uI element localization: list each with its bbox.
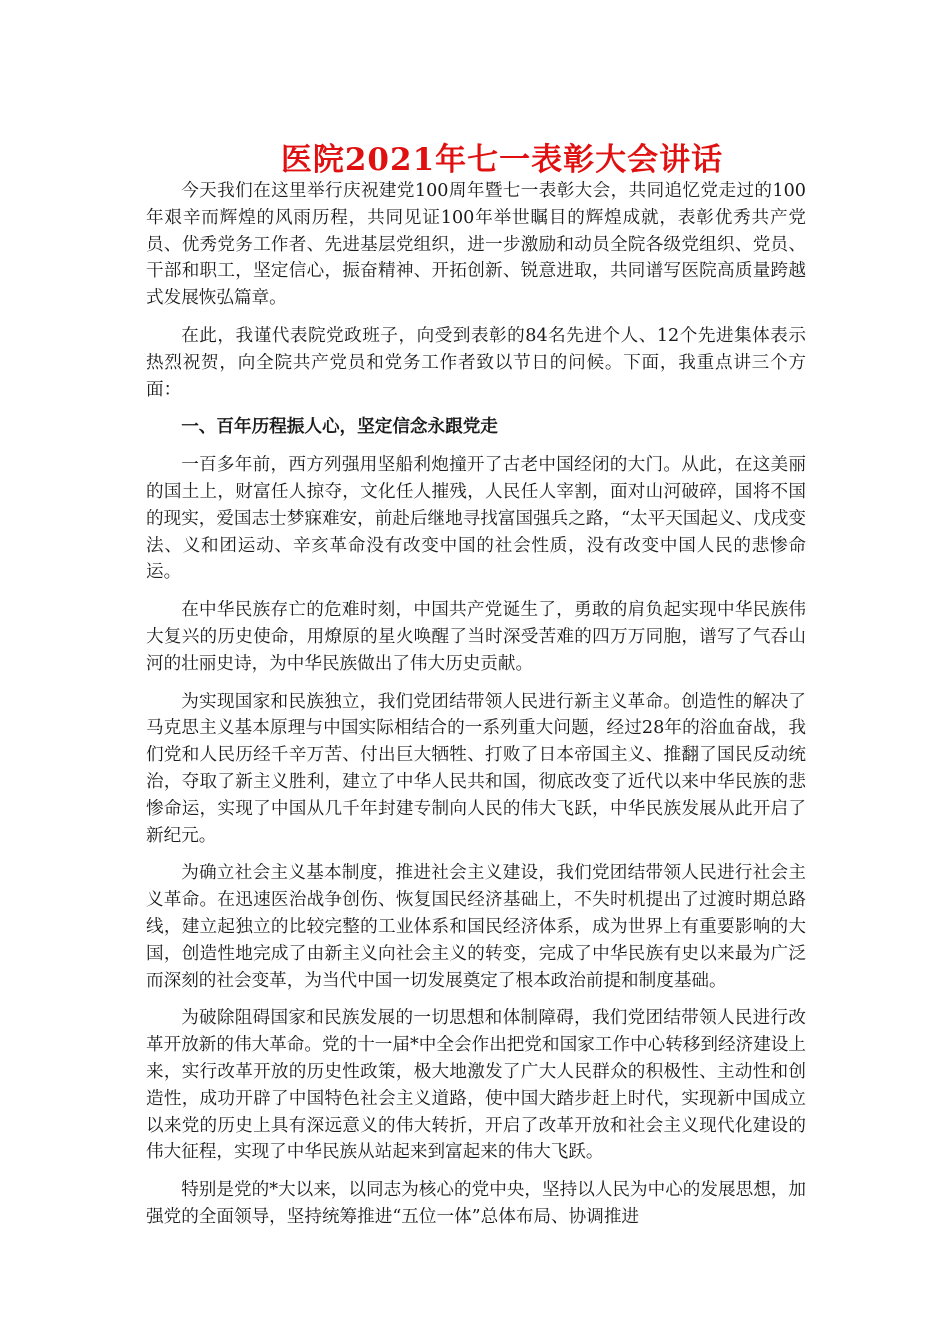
- document-title: 医院2021年七一表彰大会讲话: [280, 142, 724, 178]
- document-body: [146, 178, 806, 1242]
- paragraph: 今天我们在这里举行庆祝建党100周年暨七一表彰大会，共同追忆党走过的100年艰辛而辉煌的风雨历程，共同见证100年举世瞩目的辉煌成就，表彰优秀共产党员、优秀党务工作者、先进基层党组织，进一步激励和动员全院各级党组织、党员、干部和职工，坚定信心，振奋精神、开拓创新、锐意进取，共同谱写医院高质量跨越式发展恢弘篇章。: [146, 181, 806, 309]
- paragraph: 为实现国家和民族独立，我们党团结带领人民进行新主义革命。创造性的解决了马克思主义基本原理与中国实际相结合的一系列重大问题，经过28年的浴血奋战，我们党和人民历经千辛万苦、付出巨大牺牲、打败了日本帝国主义、推翻了国民反动统治，夺取了新主义胜利，建立了中华人民共和国，彻底改变了近代以来中华民族的悲惨命运，实现了中国从几千年封建专制向人民的伟大飞跃，中华民族发展从此开启了新纪元。: [146, 691, 806, 846]
- paragraph: 在此，我谨代表院党政班子，向受到表彰的84名先进个人、12个先进集体表示热烈祝贺，向全院共产党员和党务工作者致以节日的问候。下面，我重点讲三个方面：: [146, 325, 806, 400]
- paragraph: 为破除阻碍国家和民族发展的一切思想和体制障碍，我们党团结带领人民进行改革开放新的伟大革命。党的十一届*中全会作出把党和国家工作中心转移到经济建设上来，实行改革开放的历史性政策，极大地激发了广大人民群众的积极性、主动性和创造性，成功开辟了中国特色社会主义道路，使中国大踏步赶上时代，实现新中国成立以来党的历史上具有深远意义的伟大转折，开启了改革开放和社会主义现代化建设的伟大征程，实现了中华民族从站起来到富起来的伟大飞跃。: [146, 1008, 806, 1163]
- paragraph: 为确立社会主义基本制度，推进社会主义建设，我们党团结带领人民进行社会主义革命。在迅速医治战争创伤、恢复国民经济基础上，不失时机提出了过渡时期总路线，建立起独立的比较完整的工业体系和国民经济体系，成为世界上有重要影响的大国，创造性地完成了由新主义向社会主义的转变，完成了中华民族有史以来最为广泛而深刻的社会变革，为当代中国一切发展奠定了根本政治前提和制度基础。: [146, 863, 806, 991]
- paragraph: 一百多年前，西方列强用坚船利炮撞开了古老中国经闭的大门。从此，在这美丽的国土上，财富任人掠夺，文化任人摧残，人民任人宰割，面对山河破碎，国将不国的现实，爱国志士梦寐难安，前赴后继地寻找富国强兵之路，“太平天国起义、戊戌变法、义和团运动、辛亥革命没有改变中国的社会性质，没有改变中国人民的悲惨命运。: [146, 455, 806, 583]
- section-heading: 一、百年历程振人心，坚定信念永跟党走: [181, 416, 498, 438]
- paragraph: 特别是党的*大以来，以同志为核心的党中央，坚持以人民为中心的发展思想，加强党的全面领导，坚持统筹推进“五位一体”总体布局、协调推进: [146, 1180, 806, 1227]
- paragraph: 在中华民族存亡的危难时刻，中国共产党诞生了，勇敢的肩负起实现中华民族伟大复兴的历史使命，用燎原的星火唤醒了当时深受苦难的四万万同胞，谱写了气吞山河的壮丽史诗，为中华民族做出了伟大历史贡献。: [146, 600, 806, 674]
